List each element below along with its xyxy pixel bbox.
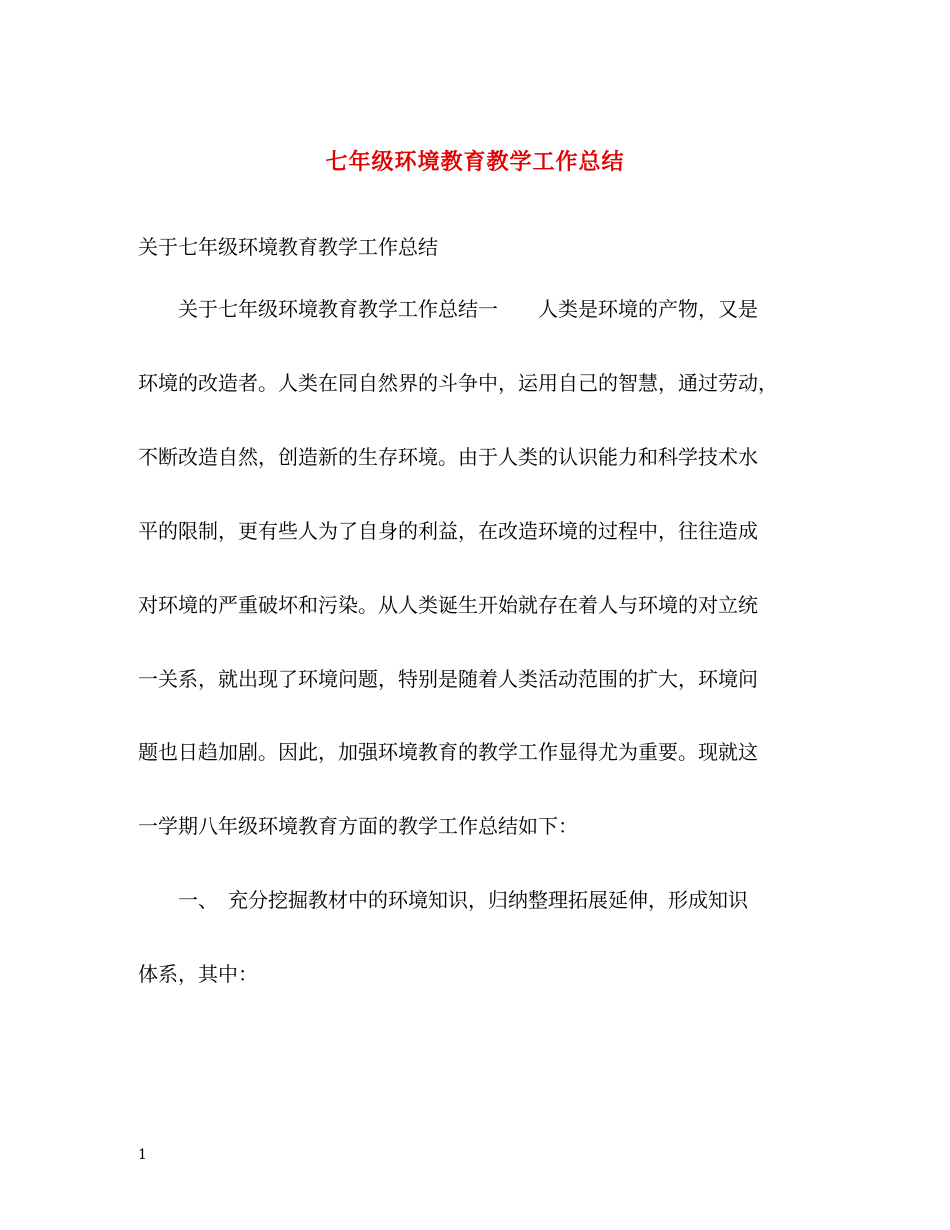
body-line: 一、 充分挖掘教材中的环境知识，归纳整理拓展延伸，形成知识 — [138, 888, 748, 912]
body-line: 题也日趋加剧。因此，加强环境教育的教学工作显得尤为重要。现就这 — [138, 740, 758, 764]
page-number: 1 — [138, 1147, 147, 1163]
body-line: 体系，其中： — [138, 962, 258, 986]
body-line: 对环境的严重破坏和污染。从人类诞生开始就存在着人与环境的对立统 — [138, 593, 758, 617]
document-title: 七年级环境教育教学工作总结 — [325, 149, 625, 175]
body-line: 一学期八年级环境教育方面的教学工作总结如下： — [138, 814, 578, 838]
body-line: 不断改造自然，创造新的生存环境。由于人类的认识能力和科学技术水 — [138, 445, 758, 469]
body-line: 平的限制，更有些人为了自身的利益，在改造环境的过程中，往往造成 — [138, 519, 758, 543]
body-line: 关于七年级环境教育教学工作总结一 人类是环境的产物，又是 — [138, 297, 758, 321]
body-line: 环境的改造者。人类在同自然界的斗争中，运用自己的智慧，通过劳动， — [138, 371, 778, 395]
body-line: 一关系，就出现了环境问题，特别是随着人类活动范围的扩大，环境问 — [138, 667, 758, 691]
document-subtitle: 关于七年级环境教育教学工作总结 — [138, 235, 438, 259]
